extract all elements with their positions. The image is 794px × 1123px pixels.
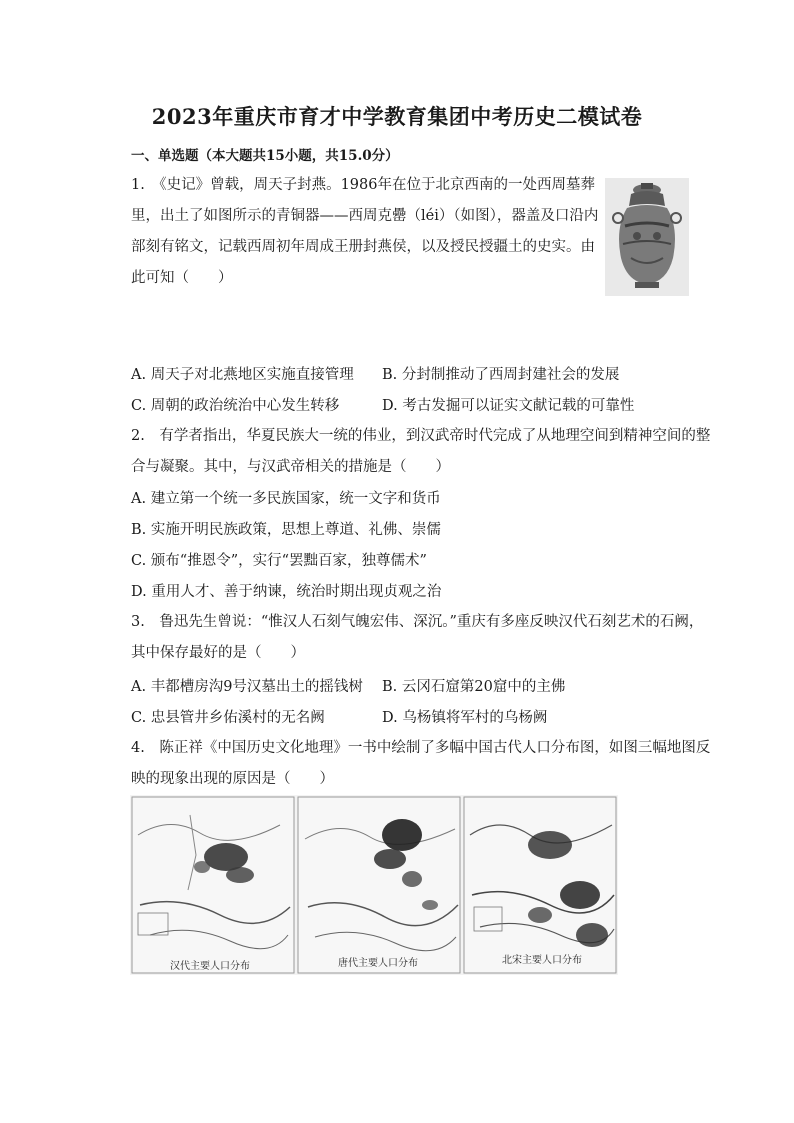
q4-line-1: 4. 陈正祥《中国历史文化地理》一书中绘制了多幅中国古代人口分布图，如图三幅地图反: [131, 740, 711, 756]
q3-option-a: A. 丰都槽房沟9号汉墓出土的摇钱树: [131, 679, 363, 695]
q1-option-d: D. 考古发掘可以证实文献记载的可靠性: [382, 398, 635, 414]
q3-option-c: C. 忠县管井乡佑溪村的无名阙: [131, 710, 325, 726]
q1-line-2: 里，出土了如图所示的青铜器——西周克罍（léi）（如图），器盖及口沿内: [131, 208, 599, 224]
map-caption-song: 北宋主要人口分布: [502, 955, 582, 966]
q2-line-1: 2. 有学者指出，华夏民族大一统的伟业，到汉武帝时代完成了从地理空间到精神空间的整: [131, 428, 711, 444]
q3-line-1: 3. 鲁迅先生曾说：“惟汉人石刻气魄宏伟、深沉。”重庆有多座反映汉代石刻艺术的石阙，: [131, 614, 704, 630]
q1-option-a: A. 周天子对北燕地区实施直接管理: [131, 367, 354, 383]
q1-line-1: 1. 《史记》曾载，周天子封燕。1986年在位于北京西南的一处西周墓葬: [131, 177, 595, 193]
q1-option-c: C. 周朝的政治统治中心发生转移: [131, 398, 340, 414]
han-map: [132, 797, 294, 973]
population-maps-figure: [130, 795, 618, 975]
q2-option-d: D. 重用人才、善于纳谏，统治时期出现贞观之治: [131, 584, 442, 600]
q3-line-2: 其中保存最好的是（ ）: [131, 645, 305, 661]
q2-line-2: 合与凝聚。其中，与汉武帝相关的措施是（ ）: [131, 459, 450, 475]
q1-line-3: 部刻有铭文，记载西周初年周成王册封燕侯，以及授民授疆土的史实。由: [131, 239, 595, 255]
tang-map: [298, 797, 460, 973]
map-caption-han: 汉代主要人口分布: [170, 961, 250, 972]
page-title: 2023年重庆市育才中学教育集团中考历史二模试卷: [151, 104, 643, 129]
q2-option-c: C. 颁布“推恩令”，实行“罢黜百家，独尊儒术”: [131, 553, 427, 569]
q2-option-b: B. 实施开明民族政策，思想上尊道、礼佛、崇儒: [131, 522, 441, 538]
q4-line-2: 映的现象出现的原因是（ ）: [131, 771, 334, 787]
section-heading: 一、单选题（本大题共15小题，共15.0分）: [131, 148, 399, 164]
q3-option-b: B. 云冈石窟第20窟中的主佛: [382, 679, 566, 695]
bronze-vessel-image: [605, 178, 689, 296]
map-caption-tang: 唐代主要人口分布: [338, 958, 418, 969]
song-map: [464, 797, 616, 973]
q2-option-a: A. 建立第一个统一多民族国家，统一文字和货币: [131, 491, 441, 507]
q1-line-4: 此可知（ ）: [131, 270, 233, 286]
q1-option-b: B. 分封制推动了西周封建社会的发展: [382, 367, 620, 383]
q3-option-d: D. 乌杨镇将军村的乌杨阙: [382, 710, 548, 726]
